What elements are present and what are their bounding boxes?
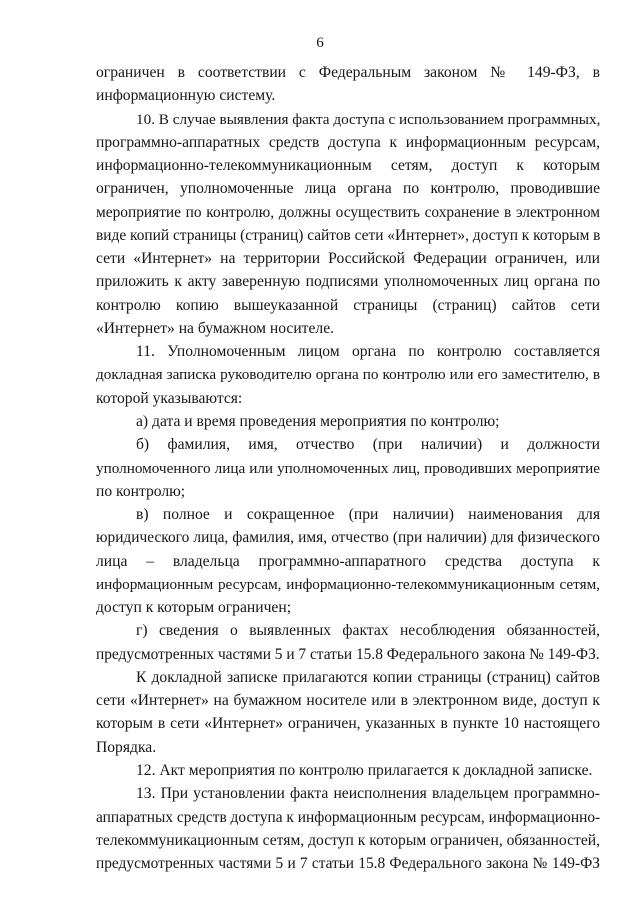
text-line: ограничен в соответствии с Федеральным законом № 149-ФЗ, в	[96, 64, 600, 81]
text-line: информационно-телекоммуникационным сетям, доступ к которым	[96, 157, 600, 175]
text-line: приложить к акту заверенную подписями уполномоченных лиц органа по	[96, 273, 600, 291]
text-line: предусмотренных частями 5 и 7 статьи 15.8 Федерального закона № 149-ФЗ	[96, 855, 600, 873]
text-line: «Интернет» на бумажном носителе.	[96, 319, 335, 337]
text-line: которой указываются:	[96, 389, 243, 407]
text-line: К докладной записке прилагаются копии страницы (страниц) сайтов	[136, 668, 600, 686]
text-line: ограничен, уполномоченные лица органа по контролю, проводившие	[96, 180, 600, 198]
text-line: телекоммуникационным сетям, доступ к которым ограничен, обязанностей,	[96, 831, 600, 849]
text-line: мероприятие по контролю, должны осуществить сохранение в электронном	[96, 203, 600, 221]
text-line: программно-аппаратных средств доступа к информационным ресурсам,	[96, 133, 600, 151]
text-line: юридического лица, фамилия, имя, отчество (при наличии) для физического	[96, 529, 600, 547]
text-line: предусмотренных частями 5 и 7 статьи 15.8 Федерального закона № 149-ФЗ.	[96, 645, 600, 663]
text-line: которым в сети «Интернет» ограничен, указанных в пункте 10 настоящего	[96, 715, 600, 733]
text-line: Порядка.	[96, 738, 157, 756]
text-line: сети «Интернет» на бумажном носителе или в электронном виде, доступ к	[96, 692, 600, 710]
text-line: контролю копию вышеуказанной страницы (страниц) сайтов сети	[96, 296, 600, 314]
document-body	[96, 61, 600, 875]
text-line: в) полное и сокращенное (при наличии) наименования для	[136, 506, 600, 524]
text-line: г) сведения о выявленных фактах несоблюдения обязанностей,	[136, 622, 600, 640]
text-line: уполномоченного лица или уполномоченных лиц, проводивших мероприятие	[96, 459, 600, 477]
text-line: лица – владельца программно-аппаратного средства доступа к	[96, 552, 600, 570]
text-line: по контролю;	[96, 482, 186, 500]
page-number: 6	[316, 35, 324, 51]
text-line: сети «Интернет» на территории Российской Федерации ограничен, или	[96, 250, 600, 268]
text-line: 10. В случае выявления факта доступа с использованием программных,	[136, 110, 601, 128]
text-line: 11. Уполномоченным лицом органа по контролю составляется	[136, 343, 600, 361]
text-line: информационным ресурсам, информационно-телекоммуникационным сетям,	[96, 575, 600, 593]
text-line: виде копий страницы (страниц) сайтов сети «Интернет», доступ к которым в	[96, 226, 601, 244]
text-line: 13. При установлении факта неисполнения владельцем программно-	[136, 785, 600, 803]
text-line: доступ к которым ограничен;	[96, 599, 292, 617]
text-line: докладная записка руководителю органа по контролю или его заместителю, в	[96, 366, 600, 384]
text-line: 12. Акт мероприятия по контролю прилагается к докладной записке.	[136, 761, 593, 779]
text-line: информационную систему.	[96, 87, 276, 105]
text-line: б) фамилия, имя, отчество (при наличии) и должности	[136, 436, 600, 454]
text-line: аппаратных средств доступа к информационным ресурсам, информационно-	[96, 808, 601, 826]
text-line: а) дата и время проведения мероприятия по контролю;	[136, 412, 500, 430]
